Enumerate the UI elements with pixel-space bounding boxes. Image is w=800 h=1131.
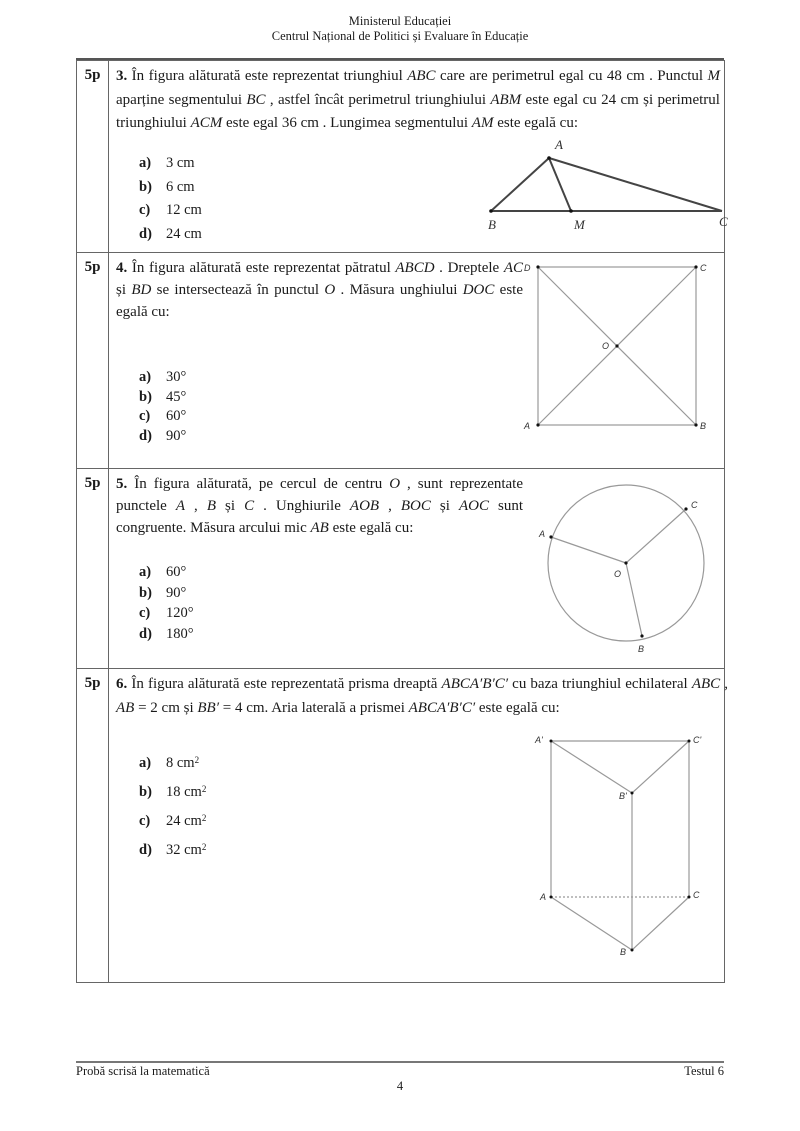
option-a[interactable]: a) 3 cm [139, 155, 195, 171]
circle-o-diagram [534, 469, 734, 667]
footer-divider [76, 1061, 724, 1063]
answer-options [139, 155, 202, 249]
question-content [109, 669, 729, 982]
question-row-5 [77, 468, 724, 668]
question-number: 3. [116, 68, 128, 84]
question-number: 5. [116, 476, 128, 492]
questions-table [76, 60, 729, 983]
option-c[interactable]: c) 120° [139, 605, 194, 621]
question-text: 3. În figura alăturată este reprezentat triunghiul ABC care are perimetrul egal cu 48 cm . Punctul M aparține segmentului BC , astfel încât perimetrul triunghiului ABM este egal cu 24 cm și perimetrul triunghiului ACM este egal 36 cm . Lungimea segmentului AM este egală cu: [116, 68, 720, 131]
question-row-4 [77, 252, 724, 468]
prism-figure [529, 729, 729, 959]
label-o: O [602, 341, 610, 351]
label-c-prime: C' [693, 735, 702, 745]
label-c: C [700, 263, 707, 273]
page-number: 4 [396, 1079, 404, 1093]
option-a[interactable]: a) 60° [139, 564, 187, 580]
question-content [109, 469, 724, 668]
option-d[interactable]: d) 32 cm 2 [139, 842, 207, 858]
option-a[interactable]: a) 30° [139, 369, 187, 385]
answer-options [139, 369, 186, 447]
square-figure [522, 253, 722, 433]
label-a-prime: A' [535, 735, 543, 745]
page-header [0, 14, 800, 44]
label-a: A [524, 421, 531, 431]
question-row-3 [77, 60, 728, 252]
option-b[interactable]: b) 6 cm [139, 178, 195, 195]
triangle-abc-diagram [479, 135, 728, 235]
label-b: B [638, 644, 645, 654]
option-c[interactable]: c) 24 cm 2 [139, 813, 207, 829]
label-a: A [539, 529, 546, 539]
label-c: C [691, 500, 698, 510]
option-c[interactable]: c) 60° [139, 408, 187, 424]
points-cell: 5p [77, 669, 109, 982]
label-d: D [524, 263, 531, 273]
points-cell: 5p [77, 469, 109, 668]
answer-options [139, 564, 194, 646]
question-text: 6. În figura alăturată este reprezentată prisma dreaptă ABCA′B′C′ cu baza triunghiul echilateral ABC , AB = 2 cm și BB′ = 4 cm. Aria laterală a prismei ABCA′B′C′ este egală cu: [116, 676, 729, 716]
footer-exam-title: Probă scrisă la matematică [76, 1064, 210, 1078]
label-b: B [620, 947, 627, 957]
prism-diagram [529, 729, 729, 959]
question-number: 4. [116, 260, 128, 276]
option-c[interactable]: c) 12 cm [139, 202, 202, 218]
header-center: Centrul Național de Politici și Evaluare în Educație [271, 29, 529, 43]
label-m: M [574, 217, 585, 232]
option-b[interactable]: b) 18 cm 2 [139, 784, 207, 800]
question-content [109, 253, 724, 468]
points-cell: 5p [77, 61, 109, 252]
answer-options [139, 755, 206, 871]
header-ministry: Ministerul Educației [348, 14, 452, 28]
label-a: A [555, 137, 563, 152]
label-o: O [614, 569, 622, 579]
option-b[interactable]: b) 45° [139, 388, 187, 405]
question-row-6 [77, 668, 729, 982]
label-b: B [700, 421, 707, 431]
label-b-prime: B' [619, 791, 627, 801]
triangle-figure [479, 135, 728, 235]
label-c: C [693, 890, 700, 900]
label-b: B [488, 217, 496, 232]
footer-test-number: Testul 6 [684, 1064, 724, 1078]
question-number: 6. [116, 676, 128, 692]
circle-figure [534, 469, 734, 667]
option-d[interactable]: d) 24 cm [139, 225, 202, 242]
question-content [109, 61, 728, 252]
question-text: 4. În figura alăturată este reprezentat pătratul ABCD . Dreptele AC și BD se intersectează în punctul O . Măsura unghiului DOC este egală cu: [116, 260, 524, 320]
option-d[interactable]: d) 90° [139, 427, 187, 444]
option-a[interactable]: a) 8 cm 2 [139, 755, 200, 771]
option-d[interactable]: d) 180° [139, 625, 194, 642]
label-c: C [719, 214, 728, 229]
label-a: A [540, 892, 547, 902]
points-cell: 5p [77, 253, 109, 468]
question-text: 5. În figura alăturată, pe cercul de centru O , sunt reprezentate punctele A , B și C . Unghiurile AOB , BOC și AOC sunt congruente. Măsura arcului mic AB este egală cu: [116, 476, 524, 536]
square-abcd-diagram [522, 253, 722, 433]
option-b[interactable]: b) 90° [139, 584, 187, 601]
